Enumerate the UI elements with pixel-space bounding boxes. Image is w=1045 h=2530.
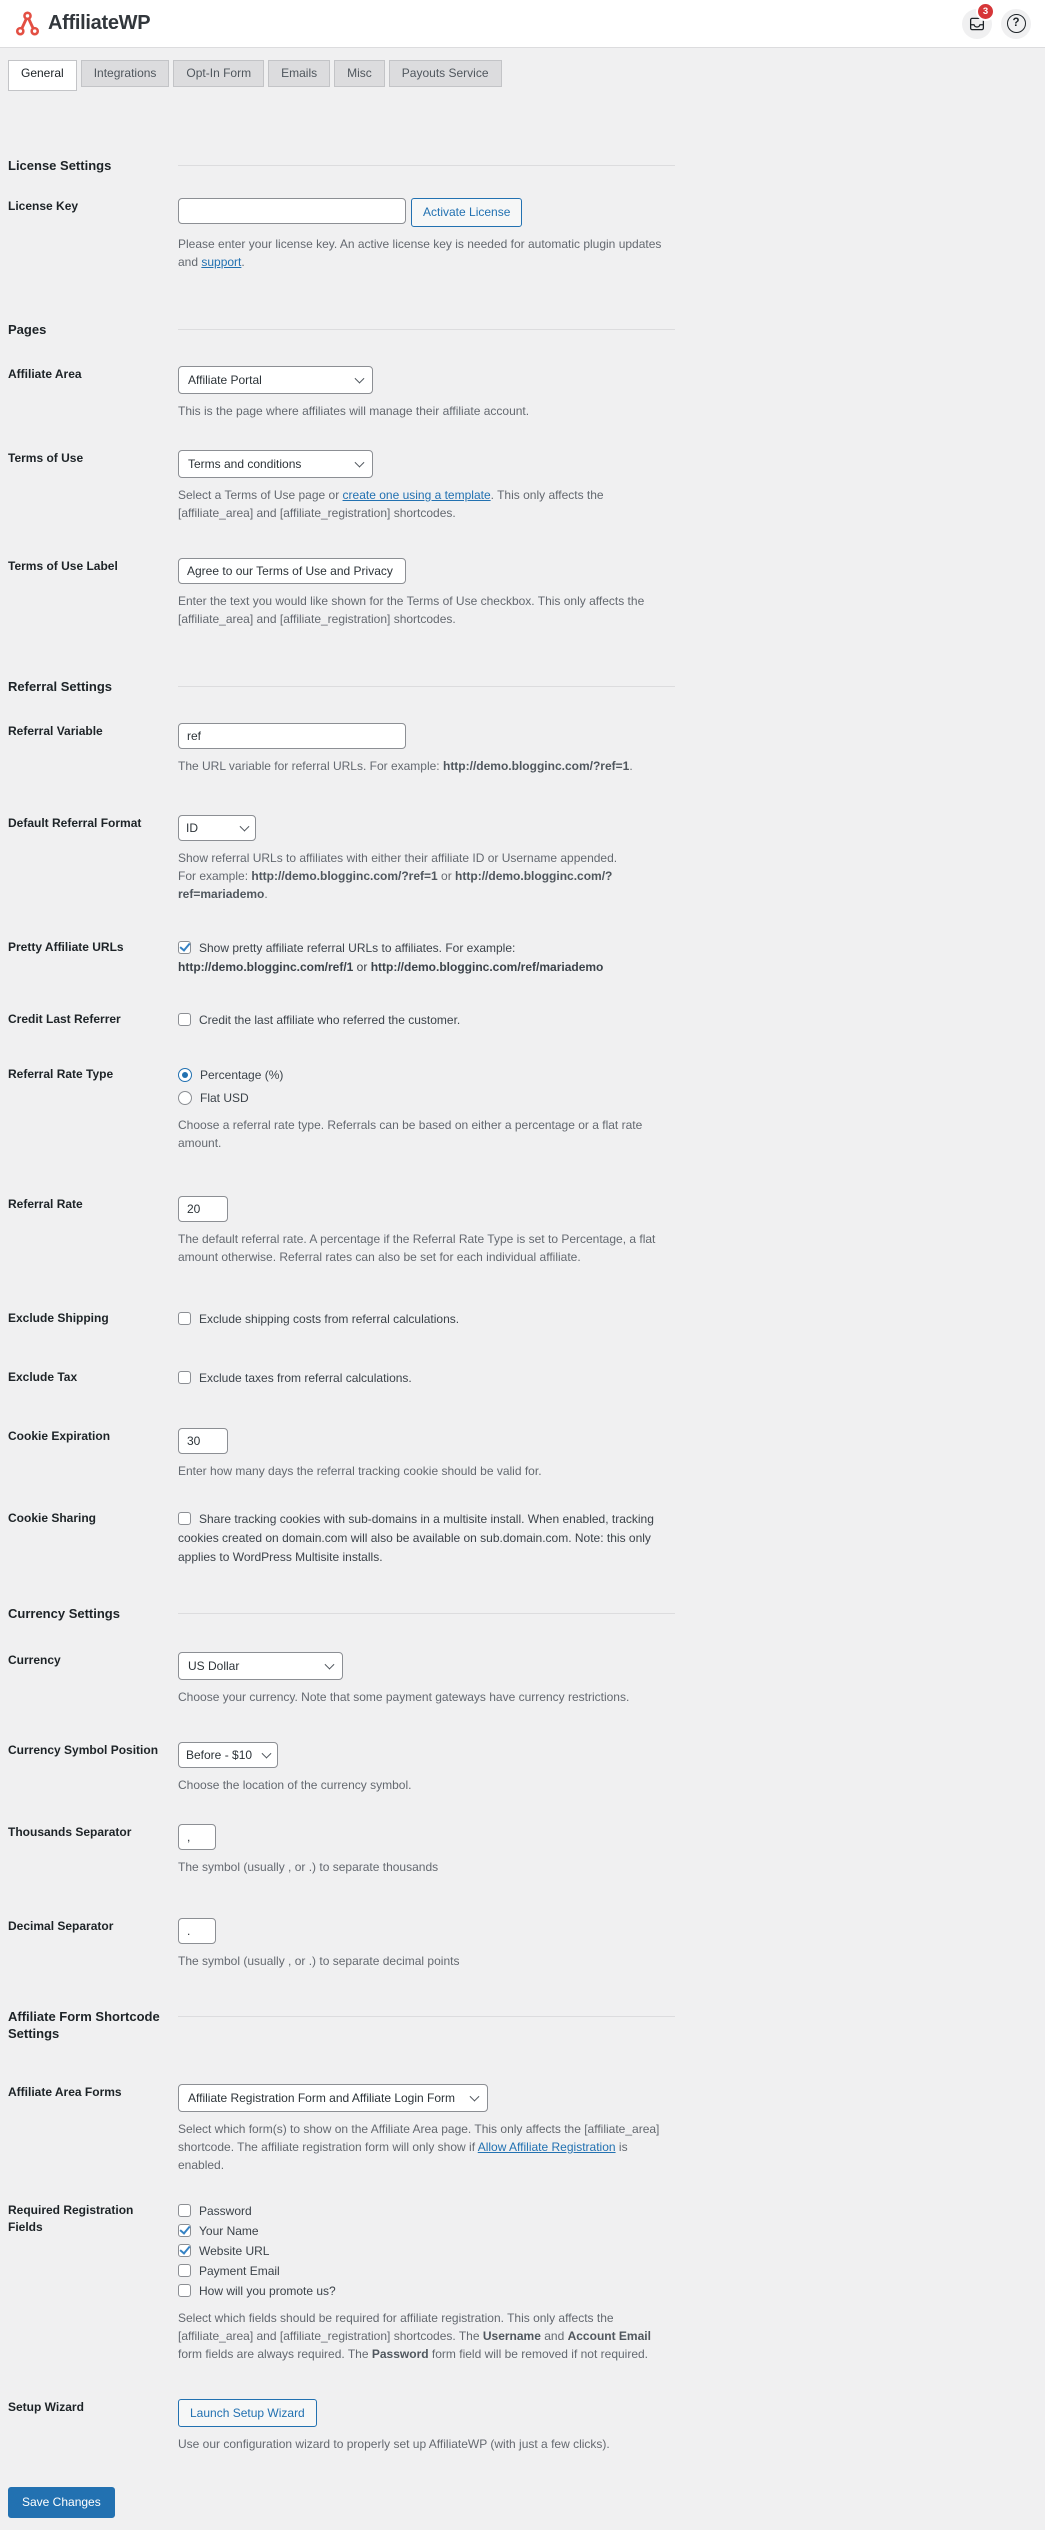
choice-text: Password (199, 2203, 252, 2218)
field-row-thousands-separator (8, 1824, 675, 1876)
inline-link[interactable]: support (201, 254, 242, 269)
pretty-affiliate-urls-option[interactable] (178, 939, 675, 977)
field-row-terms-of-use (8, 450, 675, 522)
settings-tabs (8, 60, 675, 87)
section-divider (178, 2016, 675, 2017)
help-icon: ? (1007, 14, 1026, 33)
field-description: This is the page where affiliates will manage their affiliate account. (178, 403, 530, 418)
inbox-button[interactable] (962, 5, 992, 39)
section-title: Pages (8, 321, 47, 337)
field-row-affiliate-area-forms (8, 2084, 675, 2174)
bold-text: http://demo.blogginc.com/ref/1 (178, 959, 354, 974)
field-label: License Key (8, 199, 79, 214)
field-description: Show referral URLs to affiliates with either their affiliate ID or Username appended. For example: http://demo.blogginc.com/?ref=1 or http://demo.blogginc.com/?ref=mariademo. (178, 850, 618, 901)
field-description: Select which fields should be required for affiliate registration. This only affects the [affiliate_area] and [affiliate_registration] shortcodes. The Username and Account Email form fields are always required. The Password form field will be removed if not required. (178, 2310, 651, 2361)
checkbox-icon[interactable] (178, 2224, 191, 2237)
field-description: The default referral rate. A percentage if the Referral Rate Type is set to Percentage, a flat amount otherwise. Referral rates can also be set for each individual affiliate. (178, 1231, 656, 1264)
terms-of-use-label-input[interactable] (178, 558, 406, 584)
chevron-down-icon (240, 821, 250, 831)
exclude-tax-option[interactable] (178, 1369, 675, 1388)
decimal-separator-input[interactable] (178, 1918, 216, 1944)
field-label: Terms of Use Label (8, 558, 118, 573)
referral-variable-input[interactable] (178, 723, 406, 749)
chevron-down-icon (355, 373, 365, 383)
bold-text: http://demo.blogginc.com/?ref=1 (251, 868, 438, 883)
cookie-sharing-option[interactable] (178, 1510, 675, 1567)
required-field-option-your-name[interactable] (178, 2222, 675, 2241)
field-row-license-key (8, 198, 675, 270)
field-description: Enter how many days the referral tracking cookie should be valid for. (178, 1463, 542, 1478)
field-description: Select which form(s) to show on the Affiliate Area page. This only affects the [affiliate_area] shortcode. The affiliate registration form will only show if Allow Affiliate Registration is enabled. (178, 2121, 660, 2172)
license-key-input[interactable] (178, 198, 406, 224)
field-label: Cookie Expiration (8, 1428, 111, 1443)
field-label: Required Registration Fields (8, 2202, 134, 2235)
default-referral-format-select[interactable] (178, 815, 256, 841)
field-label: Currency Symbol Position (8, 1742, 159, 1757)
checkbox-icon[interactable] (178, 1013, 191, 1026)
tab-opt-in-form[interactable]: Opt-In Form (173, 60, 264, 87)
section-divider (178, 686, 675, 687)
field-label: Pretty Affiliate URLs (8, 939, 124, 954)
section-title: Currency Settings (8, 1605, 120, 1621)
choice-text: Your Name (199, 2223, 259, 2238)
field-row-pretty-affiliate-urls (8, 939, 675, 977)
field-label: Referral Variable (8, 723, 103, 738)
field-row-default-referral-format (8, 815, 675, 903)
select-value: US Dollar (188, 1658, 240, 1673)
checkbox-icon[interactable] (178, 2284, 191, 2297)
field-row-referral-variable (8, 723, 675, 775)
field-row-affiliate-area (8, 366, 675, 420)
required-field-option-how-promote[interactable] (178, 2282, 675, 2301)
field-description: Choose the location of the currency symbol. (178, 1777, 412, 1792)
checkbox-icon[interactable] (178, 1312, 191, 1325)
section-heading-shortcode (8, 2008, 675, 2042)
field-label: Credit Last Referrer (8, 1011, 121, 1026)
exclude-shipping-option[interactable] (178, 1310, 675, 1329)
settings-content (0, 60, 675, 2530)
required-field-option-payment-email[interactable] (178, 2262, 675, 2281)
inline-link[interactable]: create one using a template (342, 487, 491, 502)
brand (14, 10, 150, 37)
save-changes-button[interactable]: Save Changes (8, 2487, 115, 2517)
tab-payouts-service[interactable]: Payouts Service (389, 60, 502, 87)
field-label: Affiliate Area (8, 366, 82, 381)
chevron-down-icon (355, 457, 365, 467)
tab-emails[interactable]: Emails (268, 60, 330, 87)
checkbox-icon[interactable] (178, 1512, 191, 1525)
checkbox-icon[interactable] (178, 2244, 191, 2257)
field-label: Thousands Separator (8, 1824, 132, 1839)
field-description: Select a Terms of Use page or create one using a template. This only affects the [affiliate_area] and [affiliate_registration] shortcodes. (178, 487, 604, 520)
save-row (8, 2487, 675, 2517)
chevron-down-icon (325, 1659, 335, 1669)
bold-text: Password (371, 2346, 429, 2361)
choice-text: Show pretty affiliate referral URLs to affiliates. For example: http://demo.blogginc.com/ref/1 or http://demo.blogginc.com/ref/mariademo (178, 940, 604, 974)
checkbox-icon[interactable] (178, 941, 191, 954)
field-row-referral-rate-type (8, 1066, 675, 1152)
tab-integrations[interactable]: Integrations (81, 60, 170, 87)
field-label: Exclude Shipping (8, 1310, 109, 1325)
activate-license-button[interactable]: Activate License (411, 198, 522, 226)
choice-text: Website URL (199, 2243, 270, 2258)
select-value: Terms and conditions (188, 456, 302, 471)
required-field-option-website-url[interactable] (178, 2242, 675, 2261)
field-row-exclude-tax (8, 1369, 675, 1388)
field-label: Decimal Separator (8, 1918, 114, 1933)
field-label: Cookie Sharing (8, 1510, 97, 1525)
field-description: Please enter your license key. An active license key is needed for automatic plugin updates and support. (178, 236, 662, 269)
choice-text: Exclude taxes from referral calculations. (199, 1370, 412, 1385)
field-row-credit-last-referrer (8, 1011, 675, 1030)
field-label: Default Referral Format (8, 815, 142, 830)
section-heading-pages (8, 321, 675, 338)
section-heading-currency (8, 1605, 675, 1622)
required-fields-checkbox-list (178, 2202, 675, 2301)
field-label: Referral Rate Type (8, 1066, 114, 1081)
section-heading-license (8, 157, 675, 174)
field-label: Affiliate Area Forms (8, 2084, 122, 2099)
select-value: Affiliate Registration Form and Affiliate Login Form (188, 2090, 456, 2105)
radio-icon[interactable] (178, 1068, 192, 1082)
app-title: AffiliateWP (48, 12, 151, 34)
field-row-cookie-expiration (8, 1428, 675, 1480)
field-row-referral-rate (8, 1196, 675, 1266)
radio-option-percentage[interactable] (178, 1066, 675, 1085)
choice-text: Credit the last affiliate who referred the customer. (199, 1012, 461, 1027)
affiliatewp-logo-icon (14, 10, 41, 37)
choice-text: Share tracking cookies with sub-domains in a multisite install. When enabled, tracking cookies created on domain.com will also be available on sub.domain.com. Note: this only applies to WordPress Multisite installs. (178, 1511, 654, 1564)
field-description: Enter the text you would like shown for the Terms of Use checkbox. This only affects the [affiliate_area] and [affiliate_registration] shortcodes. (178, 593, 645, 626)
select-value: Before - $10 (186, 1747, 253, 1762)
select-value: ID (186, 820, 198, 835)
affiliate-area-select[interactable] (178, 366, 373, 394)
choice-text: Exclude shipping costs from referral calculations. (199, 1311, 460, 1326)
section-title: Referral Settings (8, 678, 113, 694)
field-row-currency (8, 1652, 675, 1706)
credit-last-referrer-option[interactable] (178, 1011, 675, 1030)
cookie-expiration-input[interactable] (178, 1428, 228, 1454)
field-label: Terms of Use (8, 450, 84, 465)
terms-of-use-select[interactable] (178, 450, 373, 478)
field-description: The URL variable for referral URLs. For example: http://demo.blogginc.com/?ref=1. (178, 758, 633, 773)
topbar-actions (962, 5, 1031, 39)
currency-symbol-position-select[interactable] (178, 1742, 278, 1768)
field-label: Referral Rate (8, 1196, 83, 1211)
section-divider (178, 165, 675, 166)
section-divider (178, 1613, 675, 1614)
field-row-required-registration-fields (8, 2202, 675, 2363)
field-row-setup-wizard (8, 2399, 675, 2453)
launch-setup-wizard-button[interactable]: Launch Setup Wizard (178, 2399, 317, 2427)
field-row-exclude-shipping (8, 1310, 675, 1329)
field-description: Use our configuration wizard to properly set up AffiliateWP (with just a few clicks). (178, 2437, 610, 2452)
thousands-separator-input[interactable] (178, 1824, 216, 1850)
section-title: License Settings (8, 158, 112, 174)
field-description: Choose a referral rate type. Referrals can be based on either a percentage or a flat rate amount. (178, 1117, 643, 1150)
choice-text: How will you promote us? (199, 2283, 336, 2298)
chevron-down-icon (470, 2091, 480, 2101)
bold-text: http://demo.blogginc.com/ref/mariademo (370, 959, 604, 974)
radio-option-flat-usd[interactable] (178, 1089, 675, 1108)
choice-text: Payment Email (199, 2263, 280, 2278)
field-row-decimal-separator (8, 1918, 675, 1970)
chevron-down-icon (262, 1748, 272, 1758)
checkbox-icon[interactable] (178, 1371, 191, 1384)
referral-rate-input[interactable] (178, 1196, 228, 1222)
section-title: Affiliate Form Shortcode Settings (8, 2008, 160, 2041)
radio-icon[interactable] (178, 1091, 192, 1105)
bold-text: http://demo.blogginc.com/?ref=1 (442, 758, 630, 773)
field-row-terms-of-use-label (8, 558, 675, 628)
bold-text: http://demo.blogginc.com/?ref=mariademo (178, 868, 613, 901)
affiliate-area-forms-select[interactable] (178, 2084, 488, 2112)
field-row-cookie-sharing (8, 1510, 675, 1567)
select-value: Affiliate Portal (188, 372, 262, 387)
checkbox-icon[interactable] (178, 2264, 191, 2277)
field-description: The symbol (usually , or .) to separate thousands (178, 1859, 439, 1874)
choice-text: Percentage (%) (200, 1067, 284, 1082)
field-label: Currency (8, 1652, 61, 1667)
tab-misc[interactable]: Misc (334, 60, 385, 87)
checkbox-icon[interactable] (178, 2204, 191, 2217)
section-heading-referral (8, 678, 675, 695)
field-description: The symbol (usually , or .) to separate decimal points (178, 1953, 460, 1968)
top-bar (0, 0, 1045, 48)
field-row-currency-symbol-position (8, 1742, 675, 1794)
help-button[interactable] (1001, 9, 1031, 39)
section-divider (178, 329, 675, 330)
currency-select[interactable] (178, 1652, 343, 1680)
notification-badge: 3 (976, 2, 995, 21)
inline-link[interactable]: Allow Affiliate Registration (477, 2139, 616, 2154)
bold-text: Username (482, 2328, 541, 2343)
required-field-option-password[interactable] (178, 2202, 675, 2221)
field-label: Exclude Tax (8, 1369, 78, 1384)
tab-general[interactable]: General (8, 60, 77, 91)
field-description: Choose your currency. Note that some payment gateways have currency restrictions. (178, 1689, 630, 1704)
bold-text: Account Email (567, 2328, 651, 2343)
field-label: Setup Wizard (8, 2399, 84, 2414)
choice-text: Flat USD (200, 1090, 249, 1105)
